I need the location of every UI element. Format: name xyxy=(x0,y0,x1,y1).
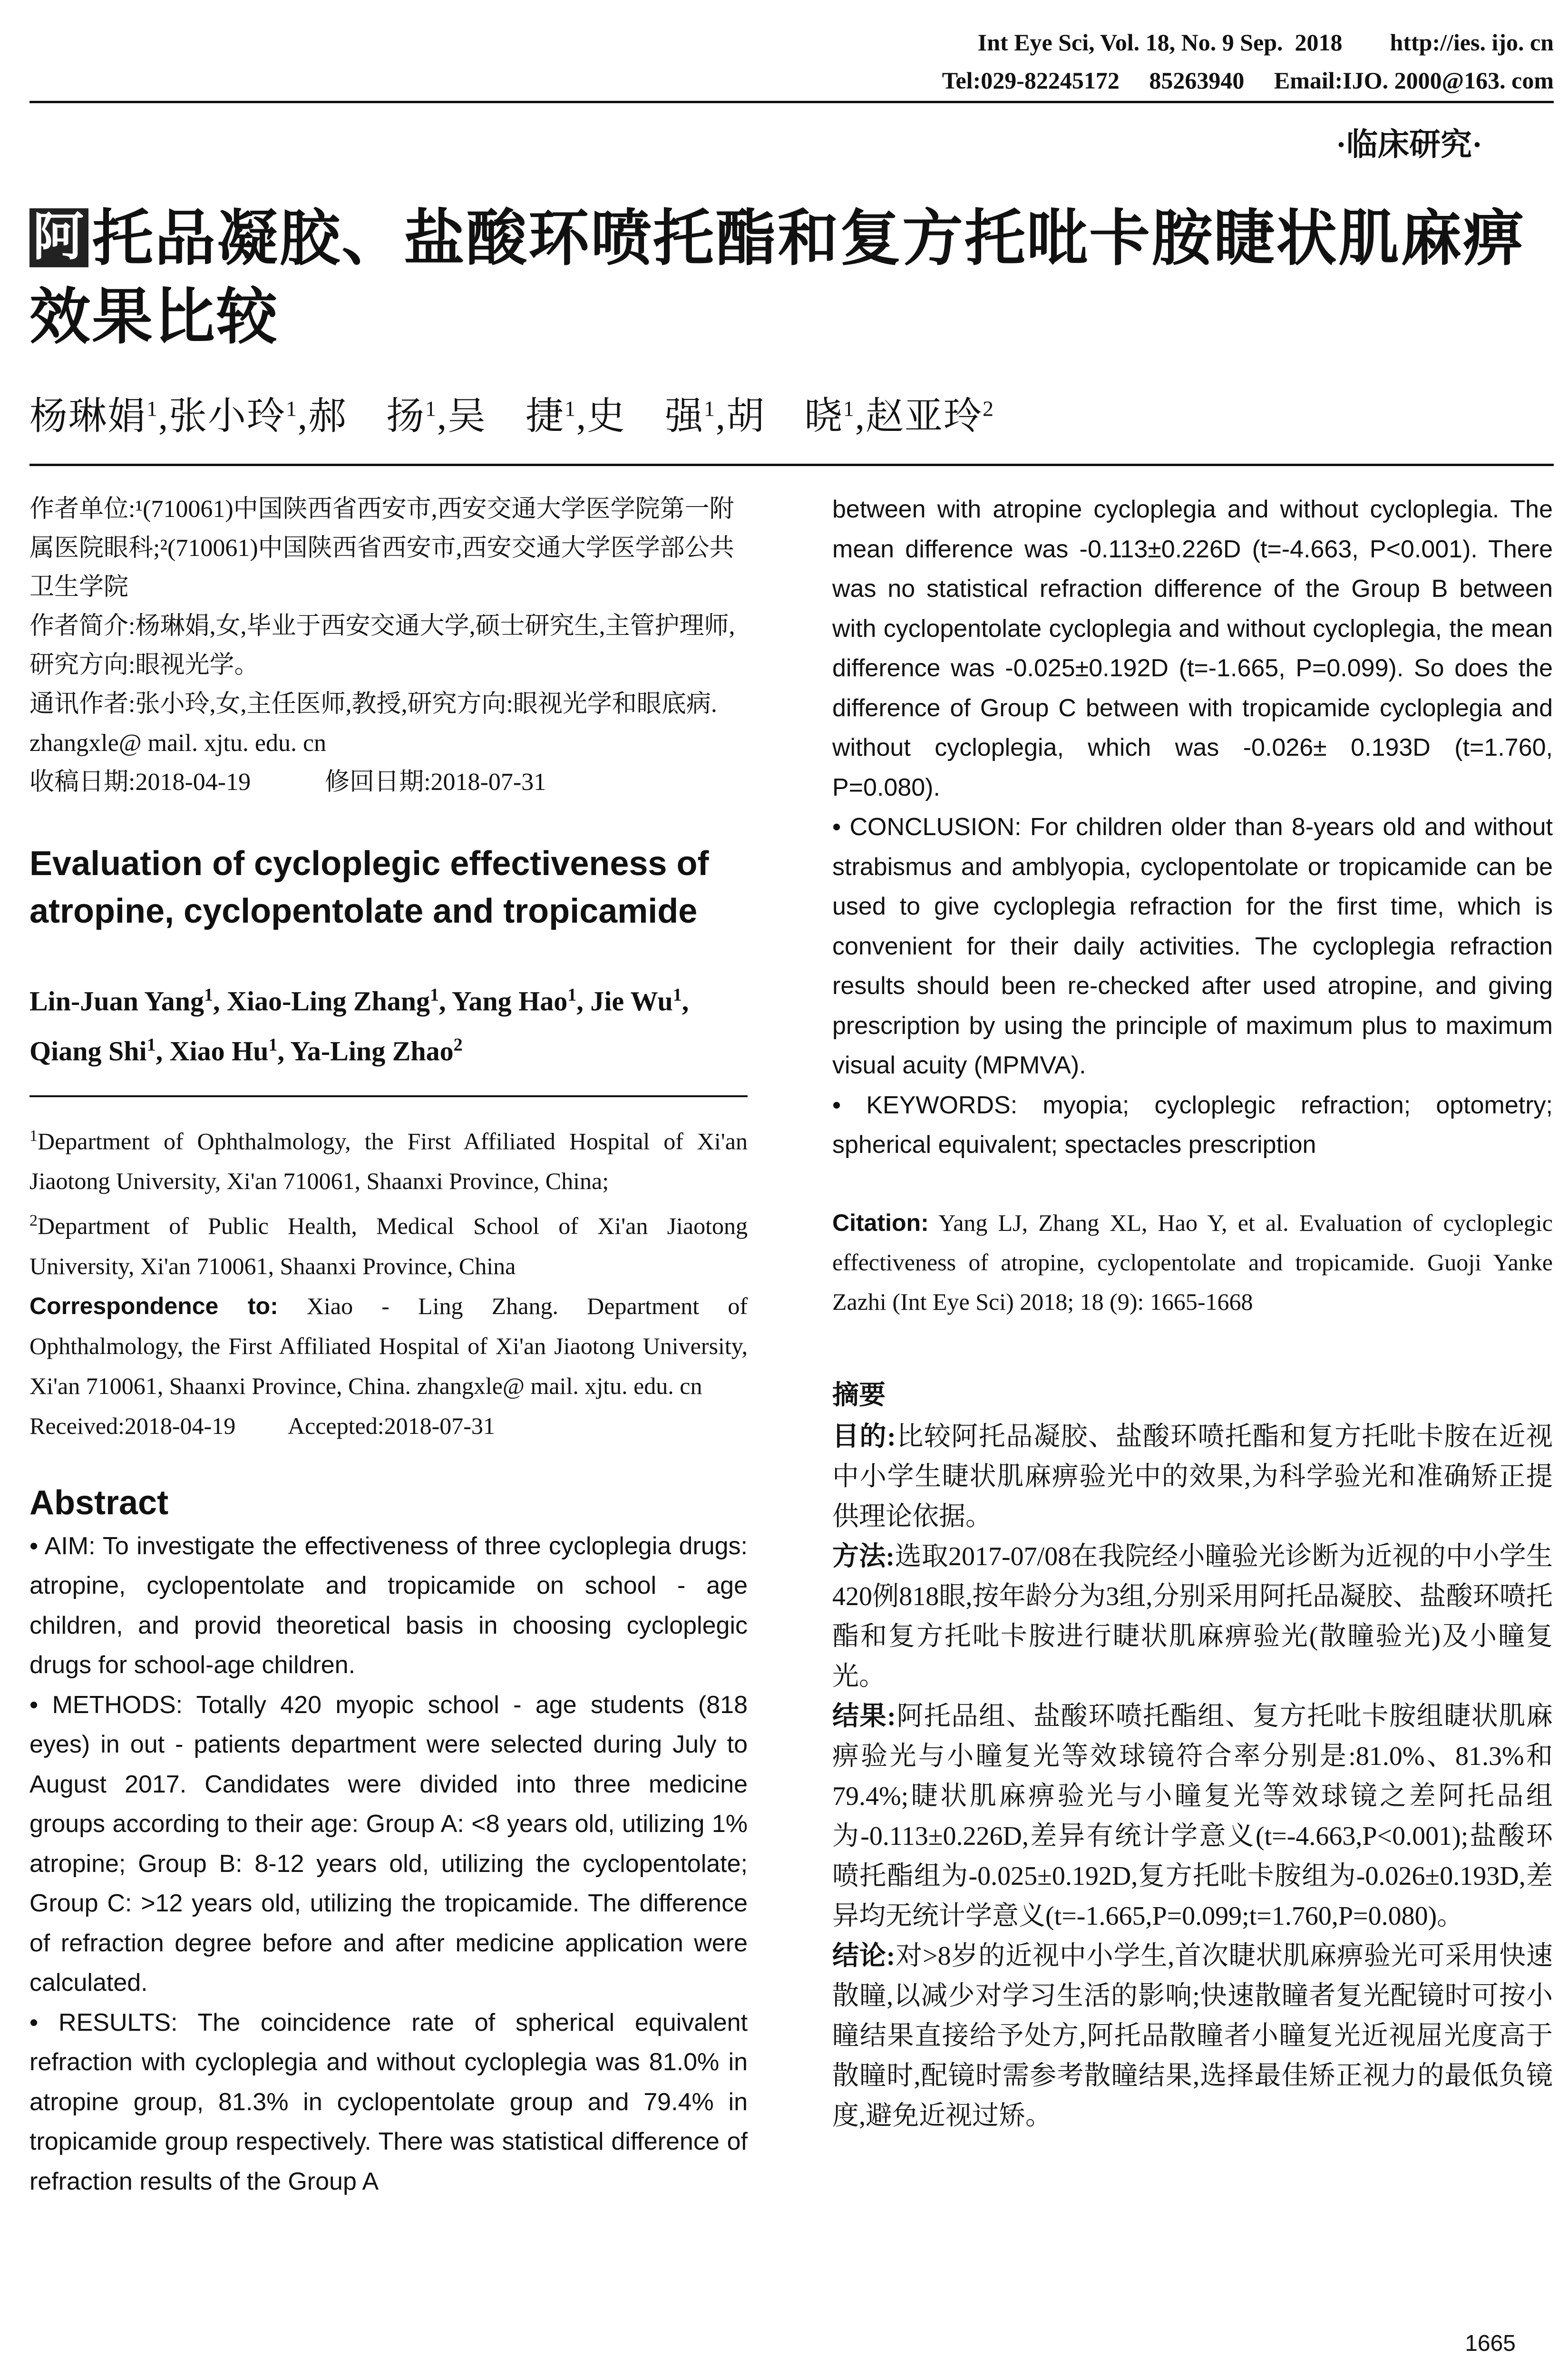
affiliation-en-1: $^1$Department of Ophthalmology, the First Affiliated Hospital of Xi'an Jiaotong University, Xi'an 710061, Shaanxi Province, China; xyxy=(29,1127,748,1195)
author-name: 郝 扬 xyxy=(308,396,425,438)
abstract-conclusion: • CONCLUSION: For children older than 8-years old and without strabismus and amblyopia, cyclopentolate or tropicamide can be used to give cycloplegia refraction for the first time, which is convenient for their daily activities. The cycloplegia refraction results should been re-checked after used atropine, and giving prescription by using the principle of maximum plus to maximum visual acuity (MPMVA). xyxy=(832,813,1553,1079)
title-rule xyxy=(29,464,1554,466)
authors-rule xyxy=(29,1095,748,1097)
author-affiliation-mark: 2 xyxy=(453,1035,463,1055)
page-number: 1665 xyxy=(1465,2331,1516,2356)
journal-header-line: Int Eye Sci, Vol. 18, No. 9 Sep. 2018 http://ies. ijo. cn xyxy=(977,29,1554,56)
header-rule xyxy=(29,101,1554,103)
abstract-results-continued: between with atropine cycloplegia and without cycloplegia. The mean difference was -0.113±0.226D (t=-4.663, P<0.001). There was no statistical refraction difference of the Group B between with cyclopentolate cycloplegia and without cycloplegia, the mean difference was -0.025±0.192D (t=-1.665, P=0.099). So does the difference of Group C between with tropicamide cycloplegia and without cycloplegia, which was -0.026± 0.193D (t=1.760, P=0.080). xyxy=(832,496,1553,801)
affiliation-cn-block xyxy=(29,490,748,802)
author-affiliation-mark: 1 xyxy=(704,396,716,421)
abstract-keywords: • KEYWORDS: myopia; cycloplegic refraction; optometry; spherical equivalent; spectacles prescription xyxy=(832,1091,1553,1159)
cn-methods: 方法:选取2017-07/08在我院经小瞳验光诊断为近视的中小学生420例818眼,按年龄分为3组,分别采用阿托品凝胶、盐酸环喷托酯和复方托吡卡胺进行睫状肌麻痹验光(散瞳验光)及小瞳复光。 xyxy=(832,1541,1553,1691)
affiliation-en-block xyxy=(29,1116,748,1446)
author-name: Ya-Ling Zhao xyxy=(290,1035,454,1067)
author-name: Yang Hao xyxy=(451,985,568,1017)
author-name: 吴 捷 xyxy=(448,396,565,438)
author-affiliation-mark: 1 xyxy=(425,396,437,421)
author-name: 张小玲 xyxy=(169,396,286,438)
author-name: Lin-Juan Yang xyxy=(29,985,204,1017)
cn-aim: 目的:比较阿托品凝胶、盐酸环喷托酯和复方托吡卡胺在近视中小学生睫状肌麻痹验光中的效果,为科学验光和准确矫正提供理论依据。 xyxy=(832,1422,1553,1531)
abstract-methods: • METHODS: Totally 420 myopic school - age students (818 eyes) in out - patients department were selected during July to August 2017. Candidates were divided into three medicine groups according to their age: Group A: <8 years old, utilizing 1% atropine; Group B: 8-12 years old, utilizing the cyclopentolate; Group C: >12 years old, utilizing the tropicamide. The difference of refraction degree before and after medicine application were calculated. xyxy=(29,1691,748,1997)
author-affiliation-mark: 1 xyxy=(146,396,158,421)
author-name: 胡 晓 xyxy=(726,396,843,438)
affiliation-cn: 作者单位:¹(710061)中国陕西省西安市,西安交通大学医学院第一附属医院眼科;²(710061)中国陕西省西安市,西安交通大学医学部公共卫生学院 xyxy=(29,496,734,601)
author-name: 史 强 xyxy=(587,396,704,438)
authors-cn: 杨琳娟$^1$,张小玲$^1$,郝 扬$^1$,吴 捷$^1$,史 强$^1$,胡 晓$^1$,赵亚玲$^2$ xyxy=(29,396,994,438)
author-name: Xiao-Ling Zhang xyxy=(226,985,430,1017)
journal-contact-line: Tel:029-82245172 85263940 Email:IJO. 2000@163. com xyxy=(942,67,1554,94)
english-authors: Lin-Juan Yang$^1$, Xiao-Ling Zhang$^1$, Yang Hao$^1$, Jie Wu$^1$, Qiang Shi$^1$, Xiao Hu$^1$, Ya-Ling Zhao$^2$ xyxy=(29,985,689,1067)
english-title: Evaluation of cycloplegic effectiveness of atropine, cyclopentolate and tropicamide xyxy=(29,845,709,930)
author-name: Qiang Shi xyxy=(29,1035,147,1067)
abstract-aim: • AIM: To investigate the effectiveness of three cycloplegia drugs: atropine, cyclopentolate and tropicamide on school - age children, and provid theoretical basis in choosing cycloplegic drugs for school-age children. xyxy=(29,1532,748,1679)
author-affiliation-mark: 1 xyxy=(204,985,213,1005)
article-title xyxy=(29,200,1551,357)
cn-conclusion: 结论:对>8岁的近视中小学生,首次睫状肌麻痹验光可采用快速散瞳,以减少对学习生活的影响;快速散瞳者复光配镜时可按小瞳结果直接给予处方,阿托品散瞳者小瞳复光近视屈光度高于散瞳时,配镜时需参考散瞳结果,选择最佳矫正视力的最低负镜度,避免近视过矫。 xyxy=(832,1941,1553,2131)
author-name: 赵亚玲 xyxy=(866,396,983,438)
author-affiliation-mark: 1 xyxy=(268,1035,278,1055)
author-name: Xiao Hu xyxy=(169,1035,269,1067)
author-name: 杨琳娟 xyxy=(29,396,146,438)
author-affiliation-mark: 1 xyxy=(843,396,855,421)
author-bio-cn: 作者简介:杨琳娟,女,毕业于西安交通大学,硕士研究生,主管护理师,研究方向:眼视光学。 xyxy=(29,613,735,679)
abstract-results: • RESULTS: The coincidence rate of spherical equivalent refraction with cycloplegia and without cycloplegia was 81.0% in atropine group, 81.3% in cyclopentolate group and 79.4% in tropicamide group respectively. There was statistical difference of refraction results of the Group A xyxy=(29,2008,748,2195)
author-affiliation-mark: 1 xyxy=(146,1035,156,1055)
author-affiliation-mark: 1 xyxy=(565,396,576,421)
title-text: 托品凝胶、盐酸环喷托酯和复方托吡卡胺睫状肌麻痹效果比较 xyxy=(29,205,1526,351)
citation: Citation: Yang LJ, Zhang XL, Hao Y, et al. Evaluation of cycloplegic effectiveness of atropine, cyclopentolate and tropicamide. Guoji Yanke Zazhi (Int Eye Sci) 2018; 18 (9): 1665-1668 xyxy=(832,1209,1553,1315)
cn-abstract-heading: 摘要 xyxy=(832,1380,886,1410)
title-initial-badge: 阿 xyxy=(29,208,88,267)
abstract-heading: Abstract xyxy=(29,1483,169,1522)
author-affiliation-mark: 1 xyxy=(567,985,577,1005)
author-name: Jie Wu xyxy=(590,985,673,1017)
corresponding-cn: 通讯作者:张小玲,女,主任医师,教授,研究方向:眼视光学和眼底病. zhangxle@ mail. xjtu. edu. cn xyxy=(29,691,717,757)
correspondence: Correspondence to: Xiao - Ling Zhang. Department of Ophthalmology, the First Affiliated Hospital of Xi'an Jiaotong University, Xi'an 710061, Shaanxi Province, China. zhangxle@ mail. xjtu. edu. cn xyxy=(29,1292,748,1399)
author-affiliation-mark: 2 xyxy=(983,396,994,421)
author-affiliation-mark: 1 xyxy=(286,396,298,421)
author-affiliation-mark: 1 xyxy=(430,985,439,1005)
cn-results: 结果:阿托品组、盐酸环喷托酯组、复方托吡卡胺组睫状肌麻痹验光与小瞳复光等效球镜符合率分别是:81.0%、81.3%和79.4%;睫状肌麻痹验光与小瞳复光等效球镜之差阿托品组为-0.113±0.226D,差异有统计学意义(t=-4.663,P<0.001);盐酸环喷托酯组为-0.025±0.192D,复方托吡卡胺组为-0.026±0.193D,差异均无统计学意义(t=-1.665,P=0.099;t=1.760,P=0.080)。 xyxy=(832,1701,1553,1931)
affiliation-en-2: $^2$Department of Public Health, Medical School of Xi'an Jiaotong University, Xi'an 710061, Shaanxi Province, China xyxy=(29,1212,748,1279)
author-affiliation-mark: 1 xyxy=(672,985,682,1005)
left-column xyxy=(29,490,748,2202)
section-tag: ·临床研究· xyxy=(1335,127,1482,162)
right-column xyxy=(832,490,1553,2136)
dates-cn: 收稿日期:2018-04-19 修回日期:2018-07-31 xyxy=(29,769,546,796)
received-accepted: Received:2018-04-19 Accepted:2018-07-31 xyxy=(29,1412,495,1439)
